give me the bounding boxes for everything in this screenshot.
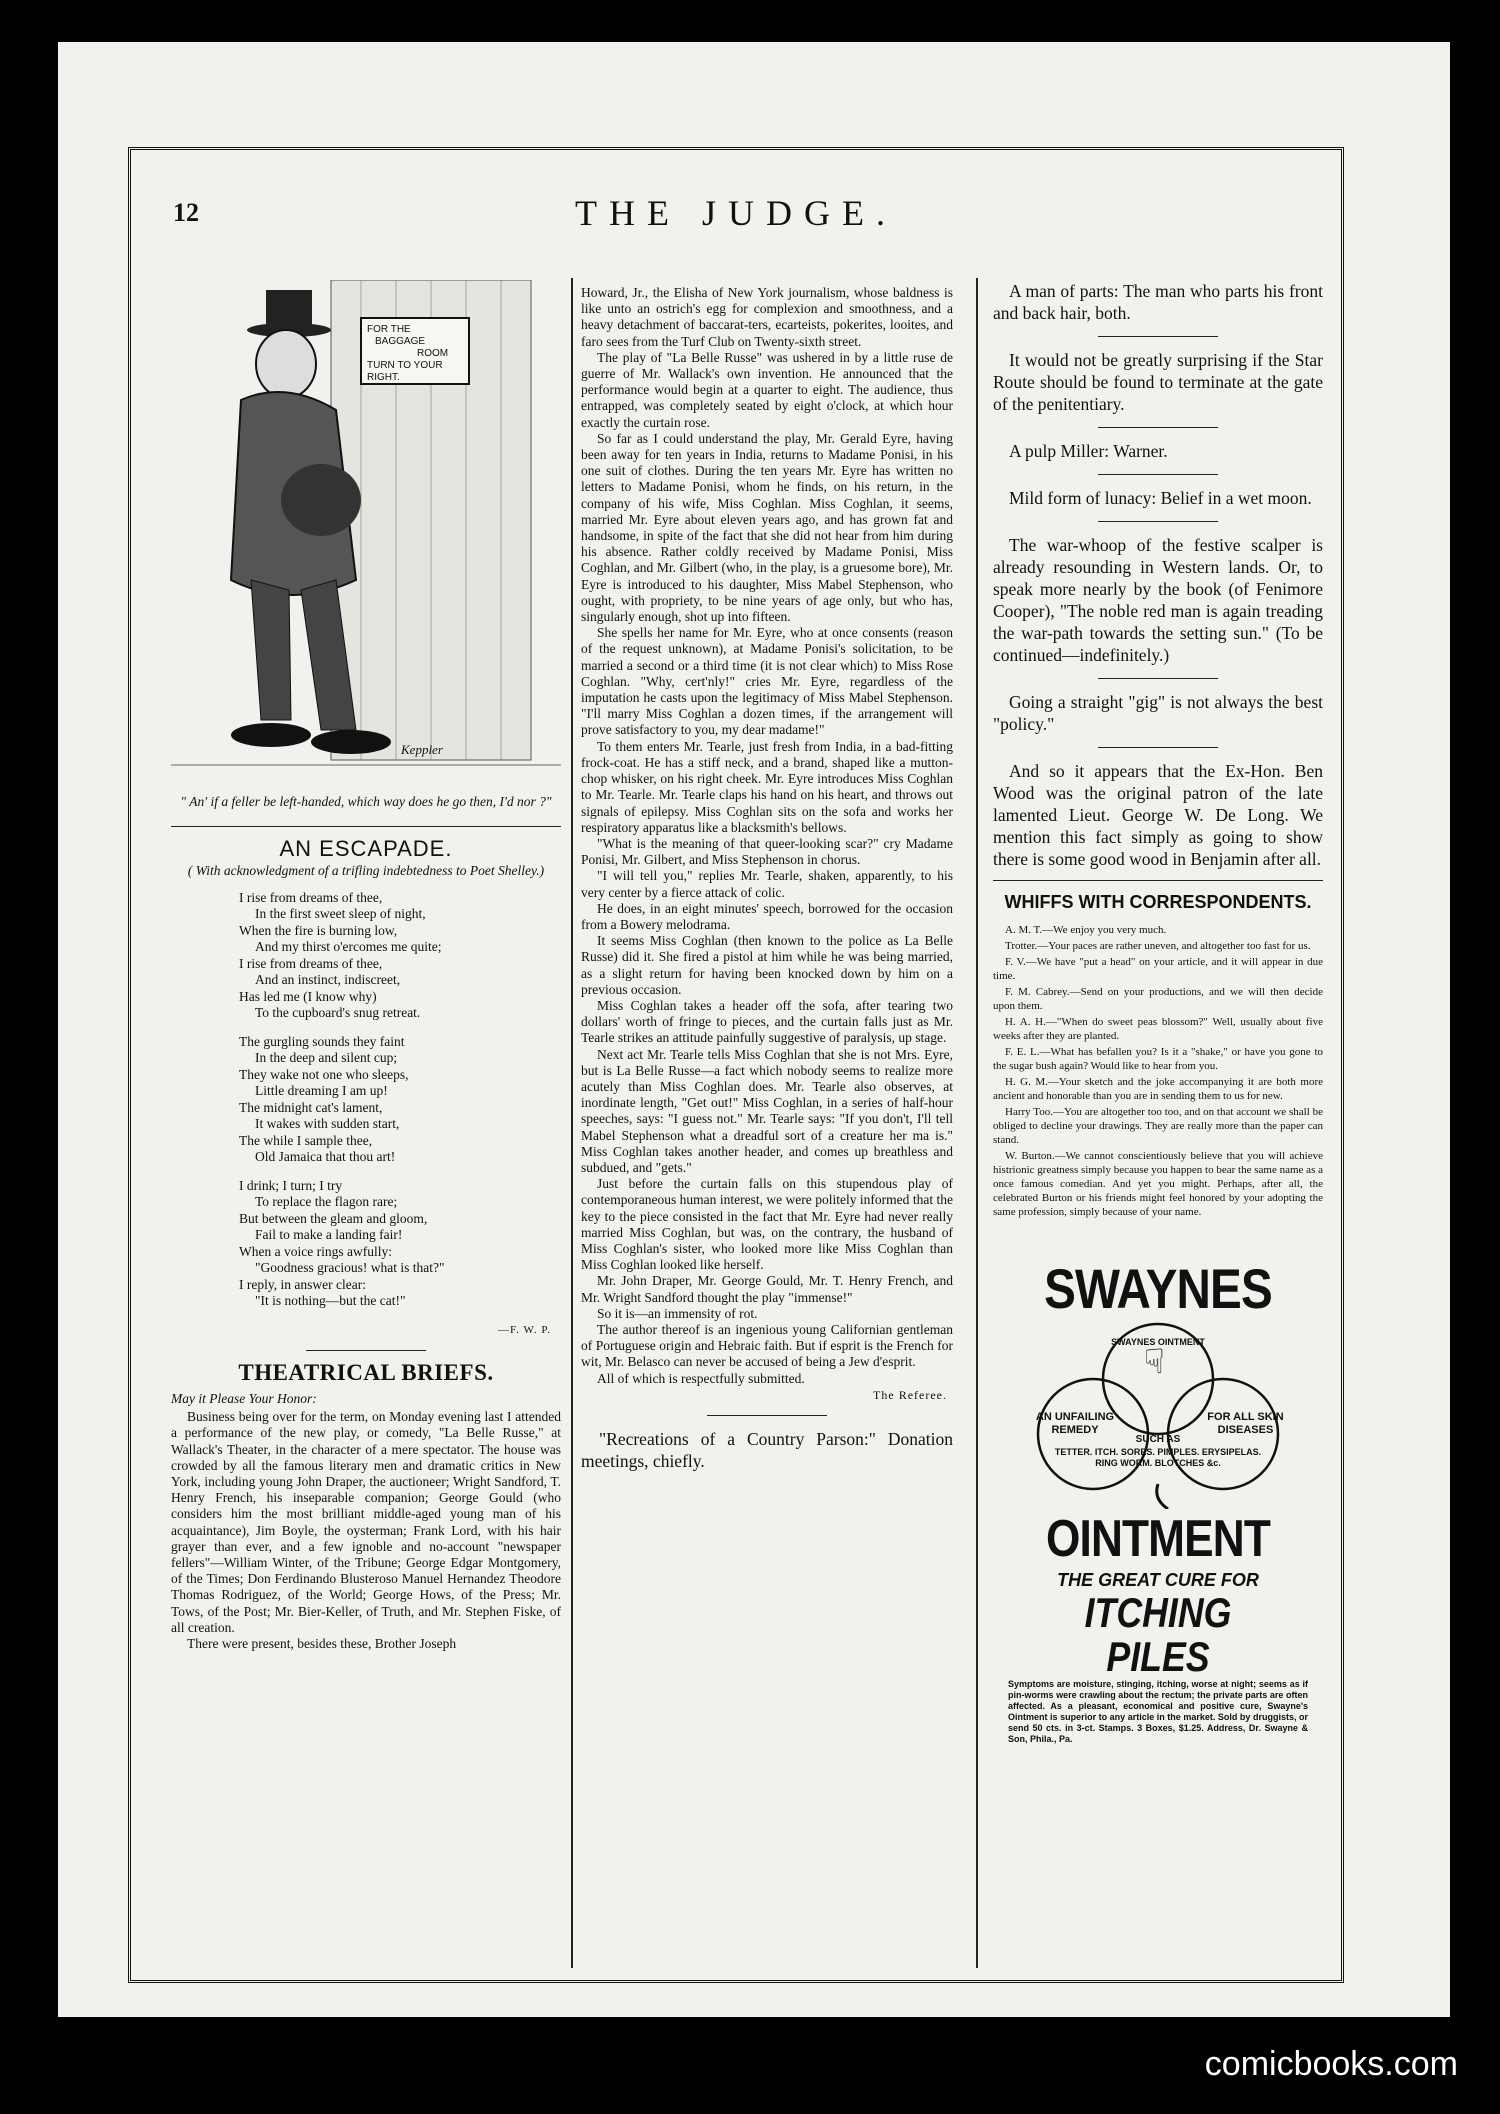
whiff-entry: H. G. M.—Your sketch and the joke accompanying it are both more ancient and honorable than you are in sending them to us for new. (993, 1076, 1323, 1102)
divider (306, 1350, 426, 1351)
ad-text: REMEDY (1051, 1424, 1099, 1436)
ad-text: DISEASES (1217, 1424, 1274, 1436)
poem-line: I rise from dreams of thee, (239, 955, 383, 971)
paragraph: It seems Miss Coghlan (then known to the police as La Belle Russe) did it. She fired a pistol at him while he was being married, as a slight return for having been knocked down by him on a previous occasion. (581, 933, 953, 997)
ad-great-cure: THE GREAT CURE FOR (1057, 1570, 1259, 1590)
column-left (171, 280, 561, 1652)
paragraph: She spells her name for Mr. Eyre, who at once consents (reason of the request unknown), at Madame Ponisi's solicitation, to be married a second or a third time (it is not clear which) to Miss Rose Coghlan. "Why, cert'nly!" cries Mr. Eyre, regardless of the imputation he casts upon the legitimacy of Miss Mabel Stephenson. "I'll marry Miss Coghlan a dozen times, if the arrangement will prove satisfactory to you, my dear madame!" (581, 625, 953, 738)
whiff-entry: Trotter.—Your paces are rather uneven, and altogether too fast for us. (1005, 940, 1311, 952)
paragraph: The author thereof is an ingenious young Californian gentleman of Portuguese origin and Hebraic faith. But if esprit is the French for wit, Mr. Belasco can never be accused of being a Jew d'esprit. (581, 1322, 953, 1370)
poem-line: I rise from dreams of thee, (239, 889, 383, 905)
page-frame (128, 147, 1344, 1983)
ad-text: AN UNFAILING (1035, 1411, 1115, 1423)
ad-text: FOR ALL SKIN (1207, 1411, 1284, 1423)
paragraph: "What is the meaning of that queer-looking scar?" cry Madame Ponisi, Mr. Gilbert, and Miss Stephenson in chorus. (581, 835, 953, 868)
paragraph: Business being over for the term, on Monday evening last I attended a performance of the new play, or comedy, "La Belle Russe," at Wallack's Theater, in the character of a mere spectator. The house was crowded by all the famous literary men and dramatic critics in New York, including young John Draper, the auctioneer; Wright Sandford, T. Henry French, his inseparable companion; George Gould (who considers him the most brilliant middle-aged young man of his acquaintance), Jim Boyle, the oysterman; Frank Lord, with his hair grayer than ever, and a few ignoble and no-account "newspaper fellers"—William Winter, of the Tribune; George Edgar Montgomery, of the Times; Don Ferdinando Blusteroso Manuel Hernandez Theodore Thomas Rodriguez, of the World; George Hows, of the Press; Mr. Tows, of the Post; Mr. Bier-Keller, of Truth, and Mr. Stephen Fiske, of all creation. (171, 1409, 561, 1635)
sign-line: TURN TO YOUR (367, 360, 443, 371)
poem-line: They wake not one who sleeps, (239, 1066, 409, 1082)
pointing-hand-icon: ☟ (1144, 1343, 1165, 1381)
referee-signature: The Referee. (873, 1387, 947, 1402)
paragraph: Miss Coghlan takes a header off the sofa, after tearing two dollars' worth of fringe to pieces, and the curtain falls just as Mr. Tearle strikes an attitude painfully suggestive of paralysis, up stage. (581, 997, 953, 1046)
paragraph: And so it appears that the Ex-Hon. Ben Wood was the original patron of the late lamented Lieut. George W. De Long. We mention this fact simply as going to show there is some good wood in Benjamin after all. (993, 761, 1323, 869)
watermark: comicbooks.com (1204, 2045, 1458, 2083)
ad-itching-piles: ITCHING PILES (1084, 1589, 1232, 1680)
whiff-entry: F. V.—We have "put a head" on your article, and it will appear in due time. (993, 956, 1323, 982)
masthead: THE JUDGE. (575, 193, 897, 233)
escapade-acknowledgment: ( With acknowledgment of a trifling indebtedness to Poet Shelley.) (187, 863, 545, 879)
paragraph: "I will tell you," replies Mr. Tearle, shaken, apparently, to his very center by a fierce attack of colic. (581, 868, 953, 900)
divider (707, 1415, 827, 1416)
poem-line: To the cupboard's snug retreat. (255, 1005, 421, 1021)
poem-line: When a voice rings awfully: (239, 1243, 392, 1259)
ad-ointment: OINTMENT (1045, 1510, 1271, 1568)
escapade-poem (239, 890, 561, 1310)
ad-ring-text: SWAYNES OINTMENT (1111, 1337, 1205, 1347)
divider (993, 880, 1323, 881)
paragraph: Mr. John Draper, Mr. George Gould, Mr. T. Henry French, and Mr. Wright Sandford thought the play "immense!" (581, 1273, 953, 1305)
paragraph: There were present, besides these, Brother Joseph (187, 1636, 457, 1652)
whiff-entry: F. M. Cabrey.—Send on your productions, and we will then decide upon them. (993, 986, 1323, 1012)
poem-line: When the fire is burning low, (239, 922, 398, 938)
paragraph: All of which is respectfully submitted. (597, 1370, 805, 1386)
poem-line: "It is nothing—but the cat!" (255, 1293, 406, 1309)
swaynes-advertisement (1008, 1259, 1308, 1799)
poem-line: The gurgling sounds they faint (239, 1033, 405, 1049)
poem-stanza (239, 1034, 561, 1166)
poem-line: The while I sample thee, (239, 1132, 373, 1148)
whiff-entry: A. M. T.—We enjoy you very much. (1005, 924, 1167, 936)
divider (1098, 336, 1218, 337)
divider (1098, 521, 1218, 522)
cartoon-illustration (171, 280, 561, 790)
paragraph: To them enters Mr. Tearle, just fresh from India, in a bad-fitting frock-coat. He has a stiff neck, and a brand, shaped like a mutton-chop whisker, on his right cheek. Mr. Eyre introduces Miss Coghlan to Mr. Tearle. Mr. Tearle claps his hand on his heart, and throws out signals of epilepsy. Miss Coghlan sits on the sofa and works her respiratory apparatus like a blacksmith's bellows. (581, 738, 953, 835)
sign-line: ROOM (417, 348, 449, 359)
paragraph: Mild form of lunacy: Belief in a wet moon. (1009, 488, 1312, 508)
column-divider (571, 278, 573, 1968)
poem-line: In the first sweet sleep of night, (255, 906, 426, 922)
poem-stanza (239, 890, 561, 1022)
poem-line: But between the gleam and gloom, (239, 1210, 428, 1226)
ad-right-leaf (1198, 1411, 1293, 1437)
whiffs-title: WHIFFS WITH CORRESPONDENTS. (1004, 892, 1312, 912)
paragraph: So it is—an immensity of rot. (597, 1305, 758, 1321)
page-number: 12 (173, 198, 199, 227)
escapade-title: AN ESCAPADE. (279, 836, 453, 862)
salutation: May it Please Your Honor: (171, 1391, 317, 1407)
paragraph: A pulp Miller: Warner. (1009, 441, 1168, 461)
poem-line: Little dreaming I am up! (255, 1083, 388, 1099)
paragraph: He does, in an eight minutes' speech, borrowed for the occasion from a Bowery melodrama. (581, 900, 953, 932)
theatrical-title: THEATRICAL BRIEFS. (238, 1359, 494, 1385)
column-right (993, 280, 1323, 1799)
whiff-entry: W. Burton.—We cannot conscientiously believe that you will achieve histrionic greatness simply because you happen to bear the same name as a once famous comedian. And yet you might. Perhaps, after all, the celebrated Burton or his friends might feel honored by your adopting the same profession, simply because of your name. (993, 1150, 1323, 1218)
ad-brand: SWAYNES (1044, 1257, 1272, 1320)
poem-line: "Goodness gracious! what is that?" (255, 1260, 445, 1276)
paragraph: Going a straight "gig" is not always the best "policy." (993, 692, 1323, 734)
paragraph: A man of parts: The man who parts his front and back hair, both. (993, 281, 1323, 323)
divider (1098, 747, 1218, 748)
page-header (131, 150, 1341, 275)
poem-line: In the deep and silent cup; (255, 1050, 398, 1066)
poem-line: It wakes with sudden start, (255, 1116, 400, 1132)
recreations-item: "Recreations of a Country Parson:" Donation meetings, chiefly. (581, 1429, 953, 1472)
poem-stanza (239, 1178, 561, 1310)
paragraph: It would not be greatly surprising if the Star Route should be found to terminate at the gate of the penitentiary. (993, 350, 1323, 414)
paragraph: Just before the curtain falls on this stupendous play of contemporaneous human interest, we were politely informed that the key to the piece consisted in the fact that Mr. Eyre had never really married Miss Coghlan, but was, on the contrary, the husband of Miss Coghlan's sister, who looked more like Miss Coghlan than Miss Coghlan looked like herself. (581, 1176, 953, 1273)
poem-line: The midnight cat's lament, (239, 1099, 383, 1115)
poem-line: And my thirst o'ercomes me quite; (255, 939, 442, 955)
whiff-entry: F. E. L.—What has befallen you? Is it a "shake," or have you gone to the sugar bush again? Would like to hear from you. (993, 1046, 1323, 1072)
sign-line: FOR THE (367, 324, 411, 335)
poem-line: Old Jamaica that thou art! (255, 1149, 396, 1165)
column-divider (976, 278, 978, 1968)
poem-line: To replace the flagon rare; (255, 1194, 398, 1210)
sign-line: BAGGAGE (375, 336, 426, 347)
whiff-entry: Harry Too.—You are altogether too too, and on that account we shall be obliged to decline your drawings. They are really more than the paper can stand. (993, 1106, 1323, 1146)
divider (1098, 474, 1218, 475)
baggage-sign (367, 324, 467, 384)
ad-left-leaf (1030, 1411, 1120, 1437)
paragraph: So far as I could understand the play, Mr. Gerald Eyre, having been away for ten years in India, returns to Madame Ponisi, in his one suit of clothes. During the ten years Mr. Eyre has written no letters to Madame Ponisi, whom he finds, on his return, in the company of his wife, Miss Coghlan. Miss Coghlan, it seems, married Mr. Eyre about eleven years ago, and has grown fat and handsome, in spite of the fact that she did not hear from him during his absence. Rather coldly received by Madame Ponisi, Miss Coghlan, and Mr. Gilbert (who, in the play, is a gruesome bore), Mr. Eyre is introduced to his daughter, Miss Mabel Stephenson, who ought, with propriety, to be nine years of age only, but who has, singularly enough, shot up into fifteen. (581, 430, 953, 625)
paragraph: Next act Mr. Tearle tells Miss Coghlan that she is not Mrs. Eyre, but is La Belle Russe—a fact which nobody seems to realize more acutely than Miss Coghlan does. Mr. Tearle also observes, at inordinate length, "Get out!" Miss Coghlan, in a series of half-hour speeches, says: "I guess not." Mr. Tearle says: "If you don't, I'll tell Mabel Stephenson what a dreadful sort of a creature her ma is." Miss Coghlan takes another header, and comes up breathless and subdued, and "gets." (581, 1046, 953, 1175)
poem-line: I drink; I turn; I try (239, 1177, 343, 1193)
poem-line: And an instinct, indiscreet, (255, 972, 401, 988)
ad-such-as: SUCH AS (1135, 1434, 1181, 1445)
ad-clover (1008, 1319, 1308, 1509)
divider (1098, 427, 1218, 428)
artist-signature: Keppler (401, 742, 443, 757)
poem-line: Has led me (I know why) (239, 988, 377, 1004)
divider (171, 826, 561, 827)
ad-conditions: TETTER. ITCH. SORES. PIMPLES. ERYSIPELAS. RING WORM. BLOTCHES &c. (1054, 1447, 1262, 1468)
page (58, 42, 1450, 2017)
whiff-entry: H. A. H.—"When do sweet peas blossom?" Well, usually about five weeks after they are planted. (993, 1016, 1323, 1042)
sign-line: RIGHT. (367, 372, 400, 383)
column-middle (581, 285, 953, 1472)
paragraph: The play of "La Belle Russe" was ushered in by a little ruse de guerre of Mr. Wallack's own invention. He announced that the performance would begin at a quarter to eight. The audience, thus entrapped, was completely seated by eight o'clock, at which hour exactly the curtain rose. (581, 349, 953, 430)
poem-line: Fail to make a landing fair! (255, 1227, 403, 1243)
paragraph: Howard, Jr., the Elisha of New York journalism, whose baldness is like unto an ostrich's egg for complexion and smoothness, and a heavy detachment of baccarat-ters, ecarteists, pokerites, looites, and faro sees from the Turf Club on Twenty-sixth street. (581, 285, 953, 349)
cartoon-figure (171, 280, 561, 790)
cartoon-caption: " An' if a feller be left-handed, which way does he go then, I'd nor ?" (180, 794, 552, 809)
poem-line: I reply, in answer clear: (239, 1276, 366, 1292)
paragraph: The war-whoop of the festive scalper is already resounding in Western lands. Or, to speak more nearly by the book (of Fenimore Cooper), "The noble red man is again treading the war-path towards the setting sun." (To be continued—indefinitely.) (993, 535, 1323, 665)
divider (1098, 678, 1218, 679)
whiffs-list (993, 923, 1323, 1219)
ad-fine-print: Symptoms are moisture, stinging, itching, worse at night; seems as if pin-worms were crawling about the rectum; the private parts are often affected. As a pleasant, economical and positive cure, Swayne's Ointment is superior to any article in the market. Sold by druggists, or send 50 cts. in 3-ct. Stamps. 3 Boxes, $1.25. Address, Dr. Swayne & Son, Phila., Pa. (1008, 1679, 1308, 1744)
poem-signature: —F. W. P. (497, 1323, 551, 1336)
